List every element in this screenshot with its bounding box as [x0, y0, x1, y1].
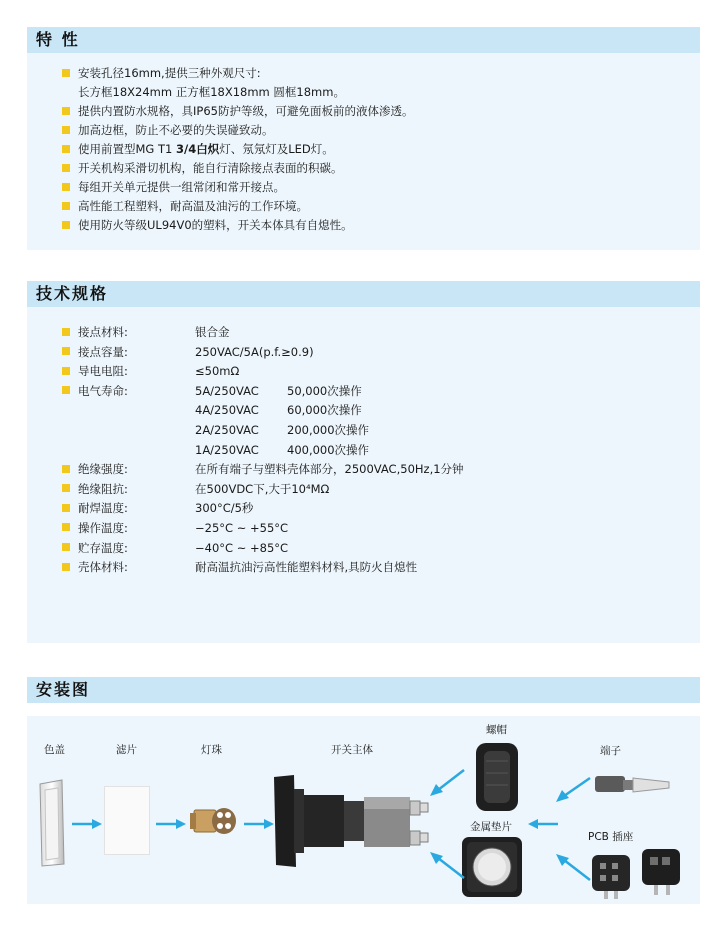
feature-item: 开关机构采滑切机构，能自行清除接点表面的积碳。 [62, 159, 413, 178]
bullet-icon [62, 221, 70, 229]
lens-cap-image [38, 778, 66, 868]
bullet-icon [62, 126, 70, 134]
spec-row: 操作温度: −25°C ~ +55°C [62, 519, 682, 539]
features-list [62, 64, 413, 235]
arrow-icon [528, 818, 558, 830]
spec-row: 接点材料: 银合金 [62, 323, 682, 343]
arrow-icon [72, 818, 102, 830]
feature-item: 加高边框，防止不必要的失误碰致动。 [62, 121, 413, 140]
arrow-icon [244, 818, 274, 830]
pcb-socket-image [588, 845, 688, 903]
bullet-icon [62, 202, 70, 210]
bullet-icon [62, 484, 70, 492]
bullet-icon [62, 367, 70, 375]
feature-item: 安装孔径16mm,提供三种外观尺寸: [62, 64, 413, 83]
spec-row: 接点容量: 250VAC/5A(p.f.≥0.9) [62, 343, 682, 363]
bullet-icon [62, 107, 70, 115]
label-lamp: 灯珠 [201, 744, 222, 756]
terminal-image [595, 770, 675, 798]
nut-image [474, 741, 520, 813]
specs-header [27, 281, 700, 307]
label-gasket: 金属垫片 [470, 821, 512, 833]
spec-row: 绝缘阻抗: 在500VDC下,大于10⁴MΩ [62, 480, 682, 500]
feature-item: 高性能工程塑料，耐高温及油污的工作环境。 [62, 197, 413, 216]
filter-image [104, 786, 150, 855]
spec-row: 绝缘强度: 在所有端子与塑料壳体部分，2500VAC,50Hz,1分钟 [62, 460, 682, 480]
bullet-icon [62, 164, 70, 172]
bullet-icon [62, 347, 70, 355]
spec-row: 4A/250VAC 60,000次操作 [195, 403, 362, 418]
bullet-icon [62, 183, 70, 191]
bullet-icon [62, 328, 70, 336]
bullet-icon [62, 145, 70, 153]
feature-item: 使用前置型MG T1 3/4白炽灯、氖氖灯及LED灯。 [62, 140, 413, 159]
bullet-icon [62, 563, 70, 571]
spec-row: 2A/250VAC 200,000次操作 [195, 422, 370, 437]
install-title: 安装图 [36, 680, 91, 699]
label-filter: 滤片 [116, 744, 137, 756]
arrow-icon [430, 852, 464, 878]
label-pcb: PCB 插座 [588, 831, 634, 843]
spec-row: 壳体材料: 耐高温抗油污高性能塑料材料,具防火自熄性 [62, 558, 682, 578]
arrow-icon [556, 778, 590, 802]
specs-title: 技术规格 [36, 284, 109, 303]
specs-table [62, 323, 682, 578]
install-header [27, 677, 700, 703]
arrow-icon [156, 818, 186, 830]
bullet-icon [62, 504, 70, 512]
spec-row: 电气寿命: 5A/250VAC 50,000次操作 [62, 382, 682, 402]
feature-item: 提供内置防水规格，具IP65防护等级，可避免面板前的液体渗透。 [62, 102, 413, 121]
features-title: 特 性 [36, 30, 80, 49]
feature-item: 每组开关单元提供一组常闭和常开接点。 [62, 178, 413, 197]
label-cap: 色盖 [44, 744, 65, 756]
bullet-icon [62, 543, 70, 551]
label-nut: 螺帽 [486, 724, 507, 736]
label-terminal: 端子 [600, 745, 621, 757]
spec-row: 导电电阻: ≤50mΩ [62, 362, 682, 382]
lamp-bulb-image [190, 802, 238, 840]
features-header [27, 27, 700, 53]
arrow-icon [430, 770, 464, 796]
bullet-icon [62, 523, 70, 531]
bullet-icon [62, 465, 70, 473]
arrow-icon [556, 854, 590, 880]
feature-item-continuation: 长方框18X24mm 正方框18X18mm 圆框18mm。 [78, 85, 345, 99]
spec-row: 耐焊温度: 300°C/5秒 [62, 499, 682, 519]
bullet-icon [62, 386, 70, 394]
label-body: 开关主体 [331, 744, 373, 756]
bullet-icon [62, 69, 70, 77]
feature-item: 使用防火等级UL94V0的塑料，开关本体具有自熄性。 [62, 216, 413, 235]
switch-body-image [268, 773, 440, 869]
metal-gasket-image [461, 836, 523, 898]
spec-row: 贮存温度: −40°C ~ +85°C [62, 539, 682, 559]
spec-row: 1A/250VAC 400,000次操作 [195, 442, 370, 457]
